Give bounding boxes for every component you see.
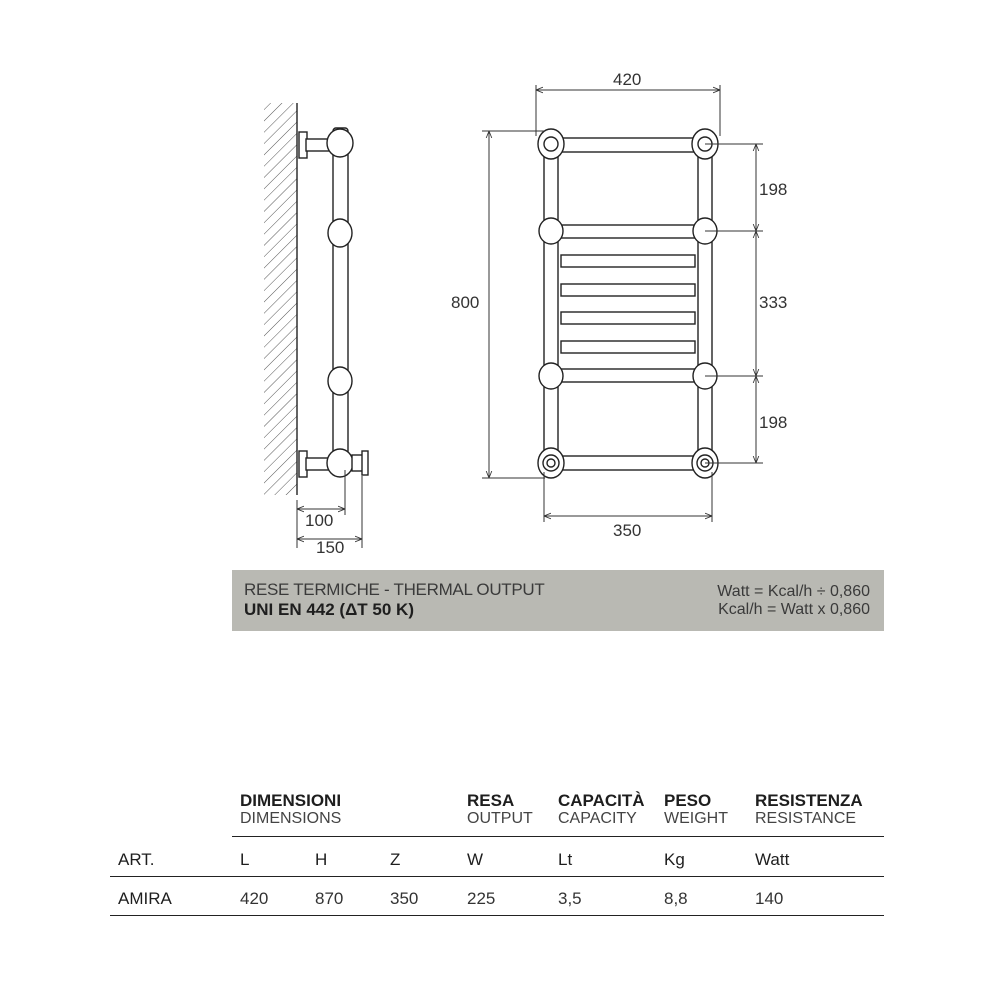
side-pipe xyxy=(333,128,348,473)
thermal-output-banner xyxy=(232,570,884,631)
formula-kcal: Kcal/h = Watt x 0,860 xyxy=(718,601,870,618)
dim-spacing-mid: 333 xyxy=(759,293,788,312)
row-h: 870 xyxy=(315,889,344,908)
dim-depth-inner: 100 xyxy=(305,511,334,530)
knuckle-top xyxy=(327,129,353,157)
wall-hatch xyxy=(264,103,297,495)
row-lt: 3,5 xyxy=(558,889,582,908)
unit-kg: Kg xyxy=(664,850,685,869)
row-art: AMIRA xyxy=(118,889,172,908)
right-column xyxy=(698,134,712,470)
side-view xyxy=(264,103,368,495)
left-column xyxy=(544,134,558,470)
rail-3 xyxy=(561,255,695,267)
dim-spacing-bottom: 198 xyxy=(759,413,788,432)
banner-standard: UNI EN 442 (ΔT 50 K) xyxy=(244,600,414,619)
header-weight-sub: WEIGHT xyxy=(664,810,728,827)
header-output: RESA xyxy=(467,791,515,810)
formula-watt: Watt = Kcal/h ÷ 0,860 xyxy=(717,583,870,600)
unit-lt: Lt xyxy=(558,850,573,869)
side-dimensions xyxy=(297,470,362,548)
unit-w: W xyxy=(467,850,484,869)
rail-7 xyxy=(557,369,699,382)
row-kg: 8,8 xyxy=(664,889,688,908)
row-l: 420 xyxy=(240,889,269,908)
rail-top xyxy=(557,138,699,152)
dim-height-total: 800 xyxy=(451,293,480,312)
rail-2 xyxy=(557,225,699,238)
row-watt: 140 xyxy=(755,889,784,908)
dim-spacing-top: 198 xyxy=(759,180,788,199)
banner-title: RESE TERMICHE - THERMAL OUTPUT xyxy=(244,580,545,599)
dim-width-outer: 420 xyxy=(613,70,642,89)
unit-art: ART. xyxy=(118,850,155,869)
dim-depth-outer: 150 xyxy=(316,538,345,557)
knuckle-upper xyxy=(328,219,352,247)
header-resistance-sub: RESISTANCE xyxy=(755,810,857,827)
knuckle-lower xyxy=(328,367,352,395)
row-w: 225 xyxy=(467,889,496,908)
dim-width-inner: 350 xyxy=(613,521,642,540)
bottom-rule xyxy=(110,915,884,916)
rail-6 xyxy=(561,341,695,353)
unit-watt: Watt xyxy=(755,850,790,869)
header-dimensions: DIMENSIONI xyxy=(240,791,342,810)
row-z: 350 xyxy=(390,889,419,908)
rail-4 xyxy=(561,284,695,296)
header-weight: PESO xyxy=(664,791,712,810)
rail-bottom xyxy=(557,456,699,470)
header-resistance: RESISTENZA xyxy=(755,791,863,810)
header-dimensions-sub: DIMENSIONS xyxy=(240,810,342,827)
header-capacity: CAPACITÀ xyxy=(558,791,645,810)
unit-l: L xyxy=(240,850,250,869)
front-view xyxy=(538,129,718,478)
header-output-sub: OUTPUT xyxy=(467,810,533,827)
header-capacity-sub: CAPACITY xyxy=(558,810,637,827)
header-rule xyxy=(232,836,884,837)
unit-h: H xyxy=(315,850,328,869)
unit-z: Z xyxy=(390,850,401,869)
rail-5 xyxy=(561,312,695,324)
knuckle-bottom xyxy=(327,449,353,477)
unit-rule xyxy=(110,876,884,877)
